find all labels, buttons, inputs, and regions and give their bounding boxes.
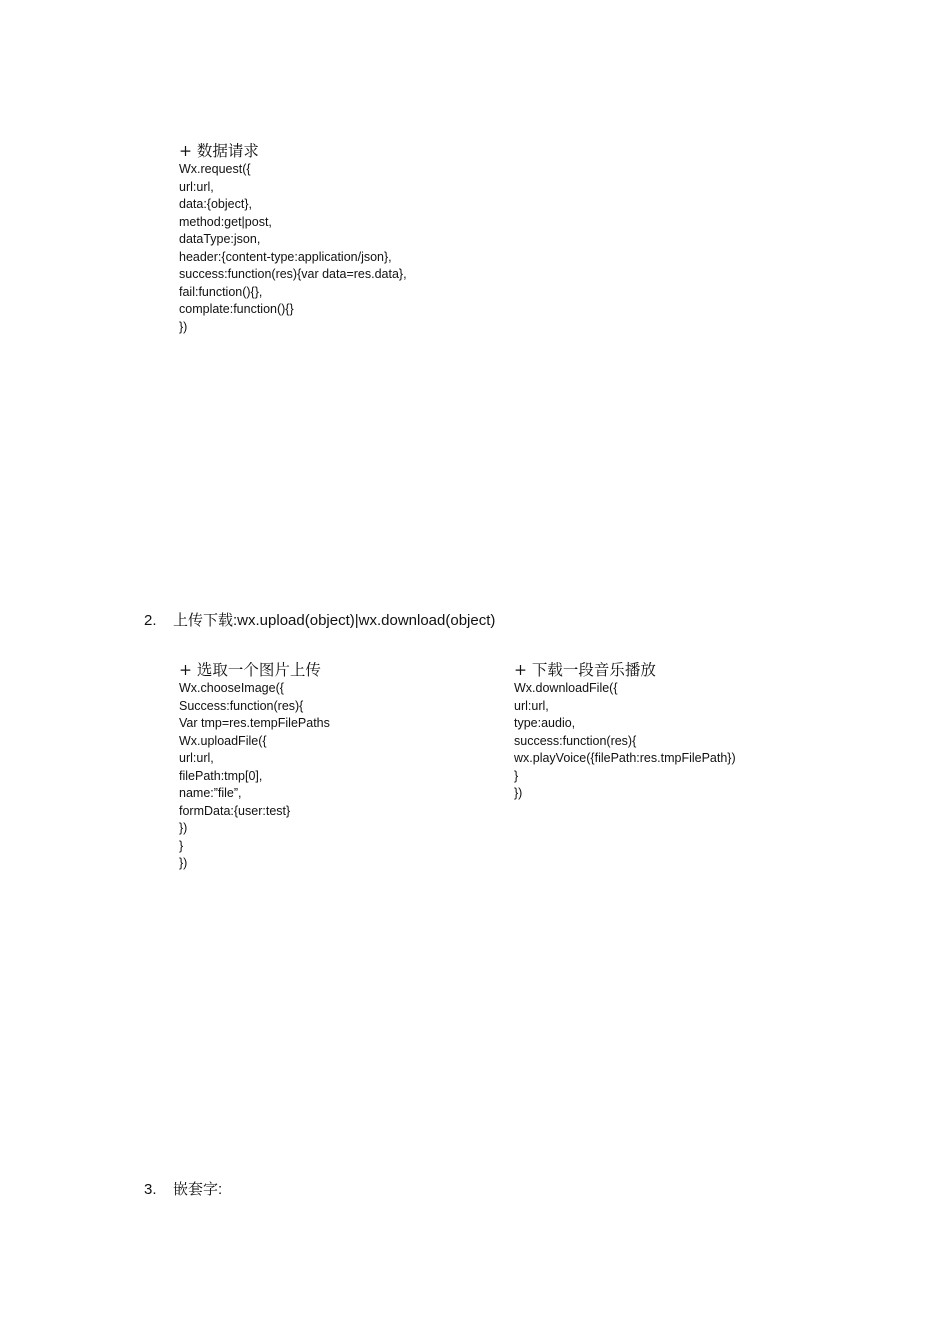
code-line: formData:{user:test} (179, 803, 291, 818)
code-line: name:”file”, (179, 786, 242, 800)
download-code-block (514, 661, 736, 803)
section-2-title (144, 610, 495, 631)
code-line: method:get|post, (179, 214, 272, 229)
upload-heading: + 选取一个图片上传 (179, 661, 321, 679)
section-number: 3. (144, 1181, 157, 1198)
code-line: wx.playVoice({filePath:res.tmpFilePath}) (514, 751, 736, 765)
code-line: }) (179, 319, 188, 334)
code-line: url:url, (179, 751, 214, 765)
code-line: } (179, 838, 184, 853)
code-line: Wx.uploadFile({ (179, 733, 267, 748)
section-title-zh: 嵌套字 (173, 1180, 219, 1198)
code-line: }) (179, 821, 188, 835)
request-heading: + 数据请求 (179, 142, 259, 160)
code-line: url:url, (514, 698, 549, 713)
code-line: fail:function(){}, (179, 284, 263, 299)
code-line: dataType:json, (179, 232, 261, 246)
section-title-zh: 上传下载 (173, 611, 234, 629)
code-line: Wx.chooseImage({ (179, 681, 284, 695)
upload-code-block (179, 661, 330, 873)
section-number: 2. (144, 612, 157, 629)
code-line: complate:function(){} (179, 302, 294, 316)
section-3-title (144, 1179, 222, 1200)
request-code-block (179, 142, 407, 336)
code-line: filePath:tmp[0], (179, 768, 263, 783)
code-line: } (514, 768, 519, 783)
code-line: success:function(res){var data=res.data}, (179, 267, 407, 281)
code-line: Wx.request({ (179, 162, 251, 176)
code-line: }) (179, 856, 188, 870)
code-line: Var tmp=res.tempFilePaths (179, 716, 330, 730)
code-line: Success:function(res){ (179, 698, 304, 713)
code-line: data:{object}, (179, 197, 252, 211)
code-line: url:url, (179, 179, 214, 194)
code-line: }) (514, 786, 523, 800)
code-line: success:function(res){ (514, 733, 637, 748)
code-line: type:audio, (514, 716, 576, 730)
section-title-code: : (218, 1181, 223, 1198)
code-line: header:{content-type:application/json}, (179, 249, 392, 264)
download-heading: + 下载一段音乐播放 (514, 661, 656, 679)
code-line: Wx.downloadFile({ (514, 681, 618, 695)
section-title-code: :wx.upload(object)|wx.download(object) (233, 612, 496, 629)
